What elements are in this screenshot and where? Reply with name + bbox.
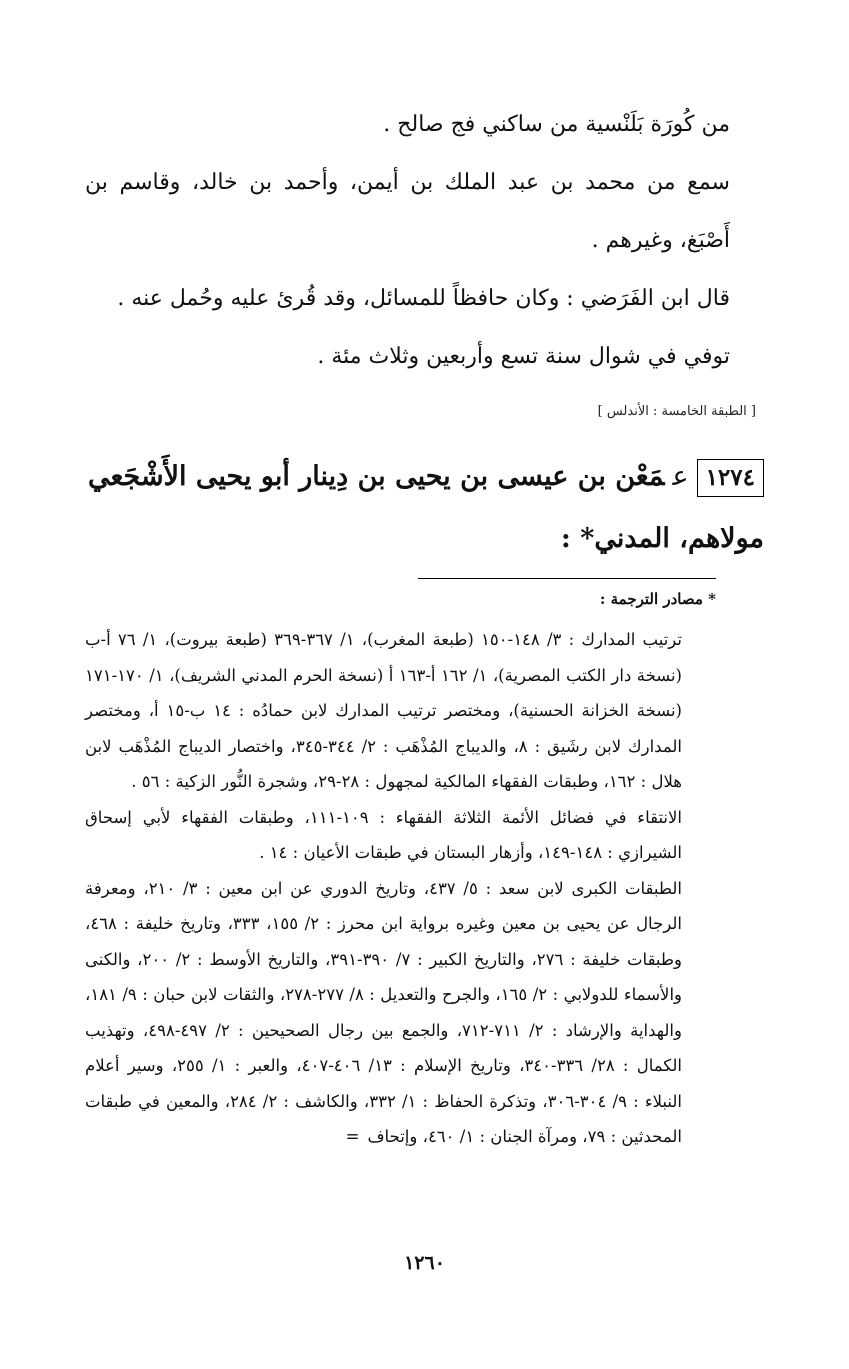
entry-name: مَعْن بن عيسى بن يحيى بن دِينار أبو يحيى الأَشْجَعي مولاهم، المدني* :: [88, 461, 764, 554]
paragraph: سمع من محمد بن عبد الملك بن أيمن، وأحمد بن خالد، وقاسم بن أَصْبَغ، وغيرهم .: [85, 170, 730, 253]
page-number: ١٢٦٠: [404, 1252, 445, 1274]
sources-paragraph: ترتيب المدارك : ٣/ ١٤٨-١٥٠ (طبعة المغرب)، ١/ ٣٦٧-٣٦٩ (طبعة بيروت)، ١/ ٧٦ أ-ب (نسخة دار الكتب المصرية)، ١/ ١٦٢ أ-١٦٣ أ (نسخة الحرم المدني الشريف)، ١/ ١٧٠-١٧١ (نسخة الخزانة الحسنية)، ومختصر ترتيب المدارك لابن حمادُه : ١٤ ب-١٥ أ، ومختصر المدارك لابن رشَيق : ٨، والديباج المُذْهَب : ٢/ ٣٤٤-٣٤٥، واختصار الديباج المُذْهَب لابن هلال : ١٦٢، وطبقات الفقهاء المالكية لمجهول : ٢٨-٢٩، وشجرة النُّور الزكية : ٥٦ .: [85, 630, 683, 791]
sources-paragraph: الانتقاء في فضائل الأئمة الثلاثة الفقهاء : ١٠٩-١١١، وطبقات الفقهاء لأبي إسحاق الشيرازي : ١٤٨-١٤٩، وأزهار البستان في طبقات الأعيان : ١٤ .: [85, 807, 683, 862]
entry-marker: ع: [672, 461, 689, 492]
paragraph: توفي في شوال سنة تسع وأربعين وثلاث مئة .: [317, 344, 730, 369]
sources-paragraph: [85, 871, 716, 1155]
entry-number: ١٢٧٤: [697, 459, 764, 497]
continuation-mark: =: [345, 1127, 360, 1146]
sources-footnote: [85, 622, 716, 1155]
sources-text: الطبقات الكبرى لابن سعد : ٥/ ٤٣٧، وتاريخ الدوري عن ابن معين : ٣/ ٢١٠، ومعرفة الرجال عن يحيى بن معين وغيره برواية ابن محرز : ٢/ ١٥٥، ٣٣٣، وتاريخ خليفة : ٤٦٨، وطبقات خليفة : ٢٧٦، والتاريخ الكبير : ٧/ ٣٩٠-٣٩١، والتاريخ الأوسط : ٢/ ٢٠٠، والكنى والأسماء للدولابي : ٢/ ١٦٥، والجرح والتعديل : ٨/ ٢٧٧-٢٧٨، والثقات لابن حبان : ٩/ ١٨١، والهداية والإرشاد : ٢/ ٧١١-٧١٢، والجمع بين رجال الصحيحين : ٢/ ٤٩٧-٤٩٨، وتهذيب الكمال : ٢٨/ ٣٣٦-٣٤٠، وتاريخ الإسلام : ١٣/ ٤٠٦-٤٠٧، والعبر : ١/ ٢٥٥، وسير أعلام النبلاء : ٩/ ٣٠٤-٣٠٦، وتذكرة الحفاظ : ١/ ٣٣٢، والكاشف : ٢/ ٢٨٤، والمعين في طبقات المحدثين : ٧٩، ومرآة الجنان : ١/ ٤٦٠، وإتحاف: [85, 878, 682, 1146]
page: [45, 0, 804, 1369]
footnote-divider: [418, 578, 716, 579]
paragraph: قال ابن الفَرَضي : وكان حافظاً للمسائل، وقد قُرئ عليه وحُمل عنه .: [117, 286, 730, 311]
paragraph: من كُورَة بَلَنْسية من ساكني فج صالح .: [383, 112, 730, 137]
sources-title: * مصادر الترجمة :: [599, 590, 716, 608]
running-head: [ الطبقة الخامسة : الأندلس ]: [597, 404, 756, 419]
entry-heading: [53, 446, 764, 570]
main-text: [85, 96, 764, 386]
